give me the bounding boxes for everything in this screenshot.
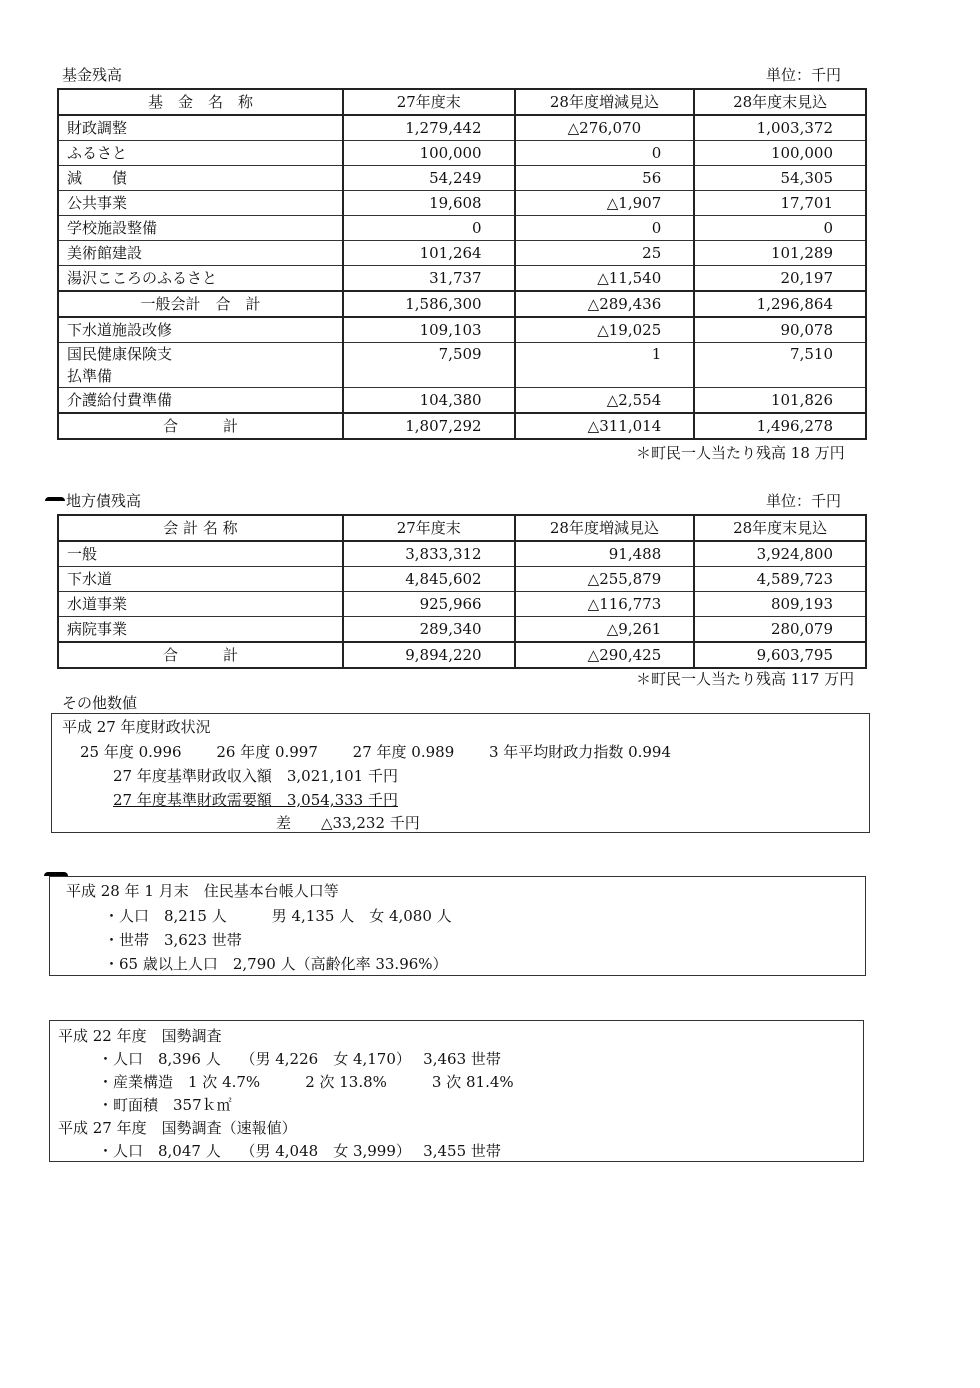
table-header-row: [58, 89, 866, 115]
other-title: その他数値: [62, 694, 138, 712]
fy27-end: 4,845,602: [343, 567, 515, 592]
census-line2: ・産業構造 1 次 4.7% 2 次 13.8% 3 次 81.4%: [98, 1073, 514, 1091]
fy28-end: 4,589,723: [694, 567, 866, 592]
finance-heading: 平成 27 年度財政状況: [62, 718, 211, 736]
local-bond-note: ＊町民一人当たり残高 117 万円: [636, 670, 855, 688]
fund-name: 美術館建設: [58, 241, 343, 266]
fy28-end: 101,289: [694, 241, 866, 266]
fund-balance-note: ＊町民一人当たり残高 18 万円: [636, 444, 845, 462]
table-row: [58, 266, 866, 292]
finance-diff: 差 △33,232 千円: [276, 814, 420, 832]
fy28-change: △116,773: [515, 592, 695, 617]
fy28-change: △276,070: [515, 115, 695, 141]
fy27-end: 9,894,220: [343, 642, 515, 668]
table-row: [58, 166, 866, 191]
fy28-change: △311,014: [515, 413, 695, 439]
fy27-end: 104,380: [343, 388, 515, 414]
population-line2: ・世帯 3,623 世帯: [104, 931, 242, 949]
fy27-end: 1,807,292: [343, 413, 515, 439]
fy27-end: 31,737: [343, 266, 515, 292]
account-name: 水道事業: [58, 592, 343, 617]
fund-name: ふるさと: [58, 141, 343, 166]
population-line3: ・65 歳以上人口 2,790 人（高齢化率 33.96%）: [104, 955, 448, 973]
fy28-change: △1,907: [515, 191, 695, 216]
header-fy27-end: 27年度末: [343, 515, 515, 541]
account-name: 病院事業: [58, 617, 343, 643]
fund-name: 公共事業: [58, 191, 343, 216]
fy28-change: △2,554: [515, 388, 695, 414]
fy28-end: 280,079: [694, 617, 866, 643]
fy27-end: 101,264: [343, 241, 515, 266]
account-name: 合 計: [58, 642, 343, 668]
population-line1: ・人口 8,215 人 男 4,135 人 女 4,080 人: [104, 907, 452, 925]
fy27-end: 3,833,312: [343, 541, 515, 567]
fund-name: 介護給付費準備: [58, 388, 343, 414]
table-row: [58, 241, 866, 266]
fy27-end: 109,103: [343, 317, 515, 343]
census-heading-h27: 平成 27 年度 国勢調査（速報値）: [58, 1119, 297, 1137]
finance-index-line: 25 年度 0.996 26 年度 0.997 27 年度 0.989 3 年平均財政力指数 0.994: [80, 743, 672, 761]
fund-name-line2: 払準備: [67, 367, 113, 385]
finance-demand: 27 年度基準財政需要額 3,054,333 千円: [113, 791, 398, 809]
census-heading-h22: 平成 22 年度 国勢調査: [58, 1027, 222, 1045]
header-fy27-end: 27年度末: [343, 89, 515, 115]
fy28-change: 25: [515, 241, 695, 266]
header-account-name: 会 計 名 称: [58, 515, 343, 541]
fy27-end: 925,966: [343, 592, 515, 617]
fy27-end: 19,608: [343, 191, 515, 216]
fy27-end: 0: [343, 216, 515, 241]
fund-name: [58, 343, 343, 388]
fy28-end: 9,603,795: [694, 642, 866, 668]
fund-name: 財政調整: [58, 115, 343, 141]
fy28-change: 1: [515, 343, 695, 388]
fy28-end: 54,305: [694, 166, 866, 191]
fy28-change: △11,540: [515, 266, 695, 292]
table-row: [58, 567, 866, 592]
table-row: [58, 141, 866, 166]
fy28-change: 56: [515, 166, 695, 191]
fy27-end: 289,340: [343, 617, 515, 643]
fund-name: 一般会計 合 計: [58, 291, 343, 317]
total-row: [58, 413, 866, 439]
fund-name: 湯沢こころのふるさと: [58, 266, 343, 292]
local-bond-unit: 単位：千円: [766, 492, 842, 510]
fy28-end: 1,296,864: [694, 291, 866, 317]
fy28-change: 0: [515, 216, 695, 241]
table-header-row: [58, 515, 866, 541]
fy28-end: 0: [694, 216, 866, 241]
header-fund-name: 基 金 名 称: [58, 89, 343, 115]
account-name: 一般: [58, 541, 343, 567]
fy28-end: 101,826: [694, 388, 866, 414]
scan-mark: [45, 497, 65, 501]
header-fy28-change: 28年度増減見込: [515, 515, 695, 541]
fund-name: 学校施設整備: [58, 216, 343, 241]
general-total-row: [58, 291, 866, 317]
fy28-change: △289,436: [515, 291, 695, 317]
fy28-end: 20,197: [694, 266, 866, 292]
fund-balance-table: [57, 88, 867, 440]
header-fy28-end: 28年度末見込: [694, 89, 866, 115]
local-bond-title: 地方債残高: [66, 492, 142, 510]
fy28-change: △19,025: [515, 317, 695, 343]
table-row: [58, 216, 866, 241]
account-name: 下水道: [58, 567, 343, 592]
fy28-end: 3,924,800: [694, 541, 866, 567]
table-row: [58, 592, 866, 617]
fy28-end: 809,193: [694, 592, 866, 617]
fy28-end: 100,000: [694, 141, 866, 166]
fy27-end: 54,249: [343, 166, 515, 191]
fy28-change: △9,261: [515, 617, 695, 643]
fy27-end: 1,279,442: [343, 115, 515, 141]
fy28-end: 1,003,372: [694, 115, 866, 141]
header-fy28-change: 28年度増減見込: [515, 89, 695, 115]
fund-name-line1: 国民健康保険支: [67, 345, 173, 363]
fy28-change: △255,879: [515, 567, 695, 592]
table-row: [58, 191, 866, 216]
fy27-end: 7,509: [343, 343, 515, 388]
local-bond-table: [57, 514, 867, 669]
population-heading: 平成 28 年 1 月末 住民基本台帳人口等: [66, 882, 339, 900]
census-line3: ・町面積 357ｋ㎡: [98, 1096, 232, 1114]
fy27-end: 100,000: [343, 141, 515, 166]
header-fy28-end: 28年度末見込: [694, 515, 866, 541]
fy28-change: 0: [515, 141, 695, 166]
fund-name: 合 計: [58, 413, 343, 439]
fy27-end: 1,586,300: [343, 291, 515, 317]
total-row: [58, 642, 866, 668]
census-line1: ・人口 8,396 人 （男 4,226 女 4,170） 3,463 世帯: [98, 1050, 501, 1068]
fy28-change: 91,488: [515, 541, 695, 567]
table-row: [58, 115, 866, 141]
fund-balance-unit: 単位：千円: [766, 66, 842, 84]
table-row: [58, 343, 866, 388]
fy28-end: 1,496,278: [694, 413, 866, 439]
census-line4: ・人口 8,047 人 （男 4,048 女 3,999） 3,455 世帯: [98, 1142, 501, 1160]
fy28-end: 7,510: [694, 343, 866, 388]
table-row: [58, 388, 866, 414]
fund-name: 減 債: [58, 166, 343, 191]
fy28-end: 17,701: [694, 191, 866, 216]
table-row: [58, 317, 866, 343]
fy28-change: △290,425: [515, 642, 695, 668]
fy28-end: 90,078: [694, 317, 866, 343]
table-row: [58, 617, 866, 643]
fund-name: 下水道施設改修: [58, 317, 343, 343]
fund-balance-title: 基金残高: [62, 66, 123, 84]
table-row: [58, 541, 866, 567]
finance-revenue: 27 年度基準財政収入額 3,021,101 千円: [113, 767, 398, 785]
